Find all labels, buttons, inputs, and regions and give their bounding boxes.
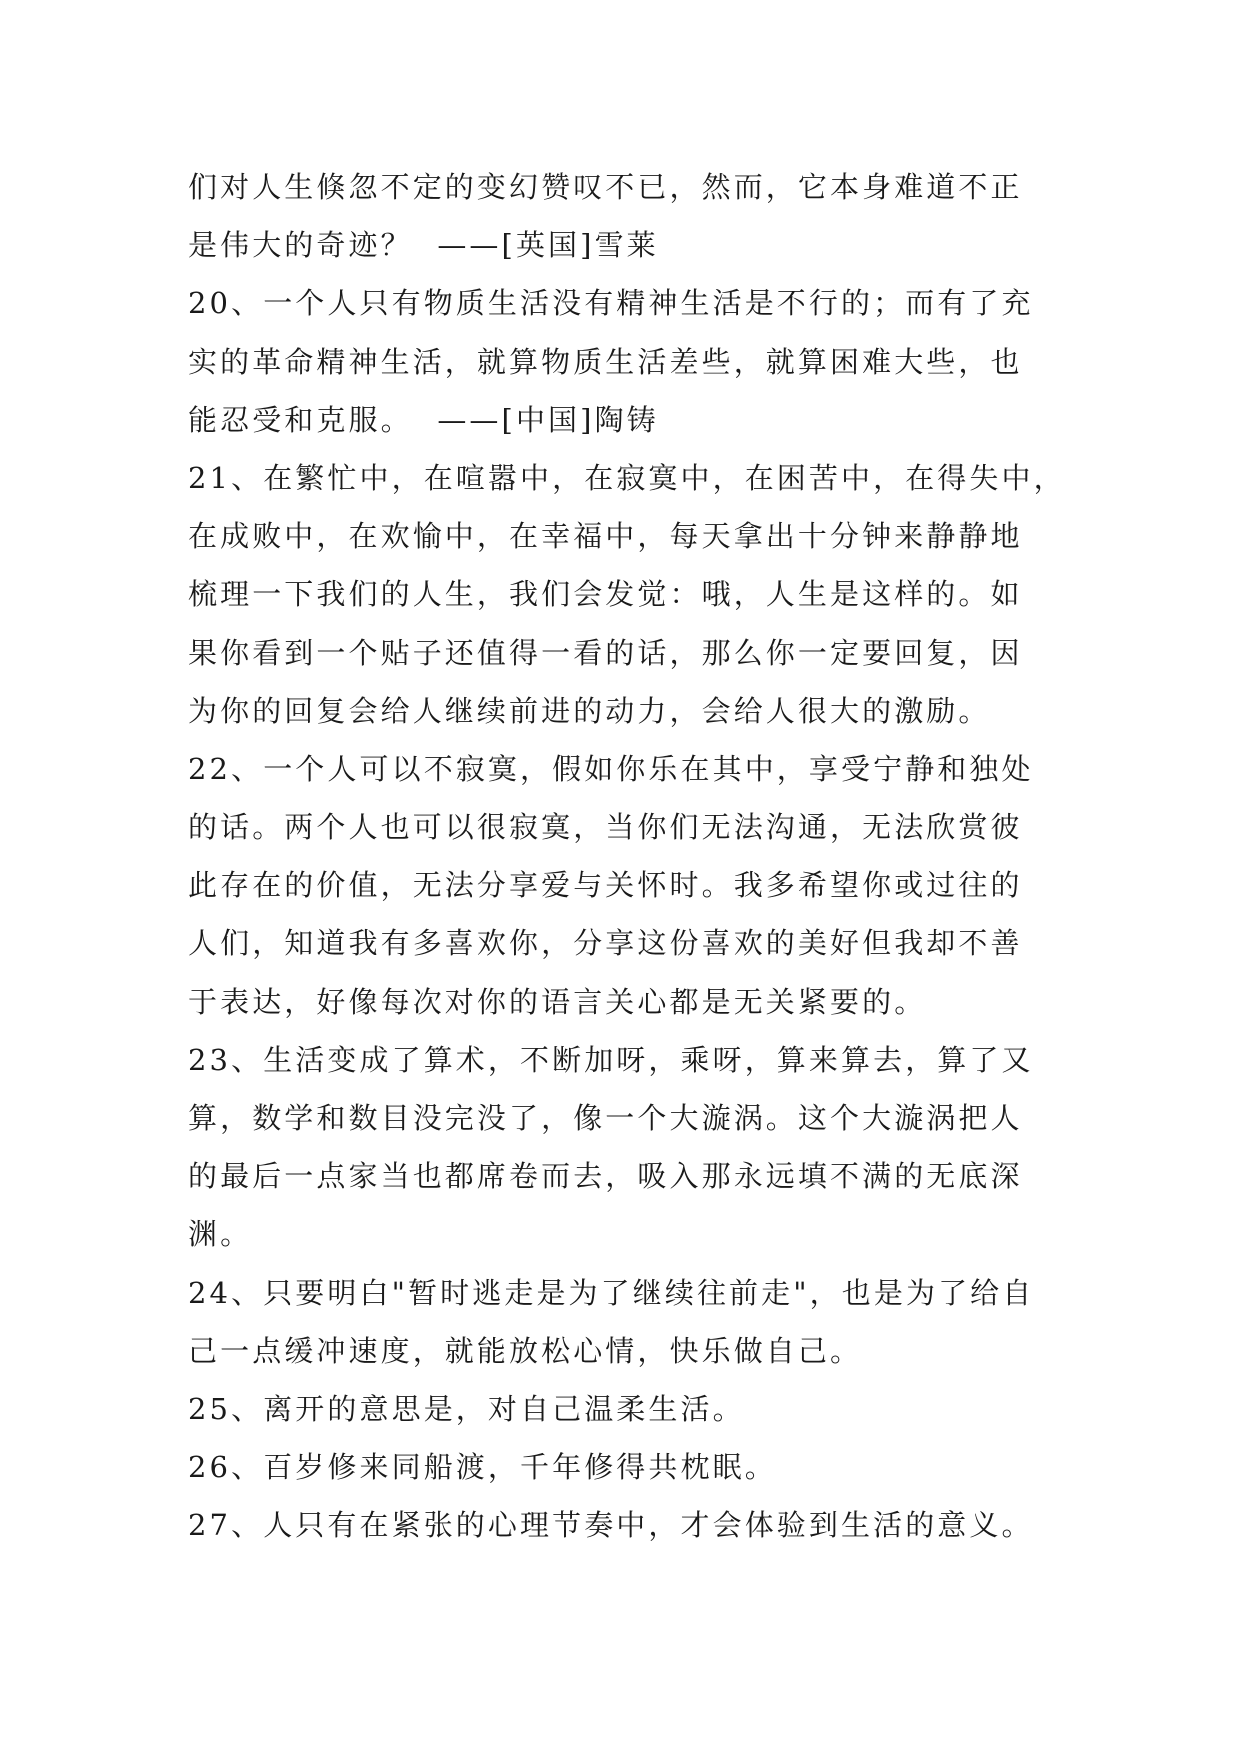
text-line: 们对人生倏忽不定的变幻赞叹不已，然而，它本身难道不正 xyxy=(188,170,1023,204)
text-line: 果你看到一个贴子还值得一看的话，那么你一定要回复，因 xyxy=(188,635,1023,670)
text-line: 能忍受和克服。 ——[中国]陶铸 xyxy=(188,402,659,437)
text-line: 人们，知道我有多喜欢你，分享这份喜欢的美好但我却不善 xyxy=(188,926,1023,961)
text-line: 在成败中，在欢愉中，在幸福中，每天拿出十分钟来静静地 xyxy=(188,519,1023,554)
text-line: 的最后一点家当也都席卷而去，吸入那永远填不满的无底深 xyxy=(188,1159,1023,1194)
text-line: 己一点缓冲速度，就能放松心情，快乐做自己。 xyxy=(188,1333,863,1368)
text-line: 渊。 xyxy=(188,1217,253,1252)
text-line: 的话。两个人也可以很寂寞，当你们无法沟通，无法欣赏彼 xyxy=(188,810,1023,845)
text-line: 于表达，好像每次对你的语言关心都是无关紧要的。 xyxy=(188,984,927,1019)
text-line: 25、离开的意思是，对自己温柔生活。 xyxy=(188,1391,745,1426)
text-line: 23、生活变成了算术，不断加呀，乘呀，算来算去，算了又 xyxy=(188,1042,1034,1077)
text-line: 21、在繁忙中，在喧嚣中，在寂寞中，在困苦中，在得失中， xyxy=(188,460,1066,495)
text-line: 算，数学和数目没完没了，像一个大漩涡。这个大漩涡把人 xyxy=(188,1101,1023,1135)
text-line: 为你的回复会给人继续前进的动力，会给人很大的激励。 xyxy=(188,693,991,728)
text-line: 26、百岁修来同船渡，千年修得共枕眠。 xyxy=(188,1450,777,1485)
text-line: 实的革命精神生活，就算物质生活差些，就算困难大些，也 xyxy=(188,344,1023,379)
text-line: 梳理一下我们的人生，我们会发觉：哦，人生是这样的。如 xyxy=(188,577,1023,612)
text-line: 20、一个人只有物质生活没有精神生活是不行的；而有了充 xyxy=(188,286,1034,321)
text-line: 27、人只有在紧张的心理节奏中，才会体验到生活的意义。 xyxy=(188,1508,1034,1543)
text-line: 是伟大的奇迹？ ——[英国]雪莱 xyxy=(188,228,659,263)
text-line: 22、一个人可以不寂寞，假如你乐在其中，享受宁静和独处 xyxy=(188,751,1034,786)
text-line: 24、只要明白"暂时逃走是为了继续往前走"，也是为了给自 xyxy=(188,1275,1035,1310)
text-line: 此存在的价值，无法分享爱与关怀时。我多希望你或过往的 xyxy=(188,868,1023,903)
body-text xyxy=(188,158,1088,1555)
